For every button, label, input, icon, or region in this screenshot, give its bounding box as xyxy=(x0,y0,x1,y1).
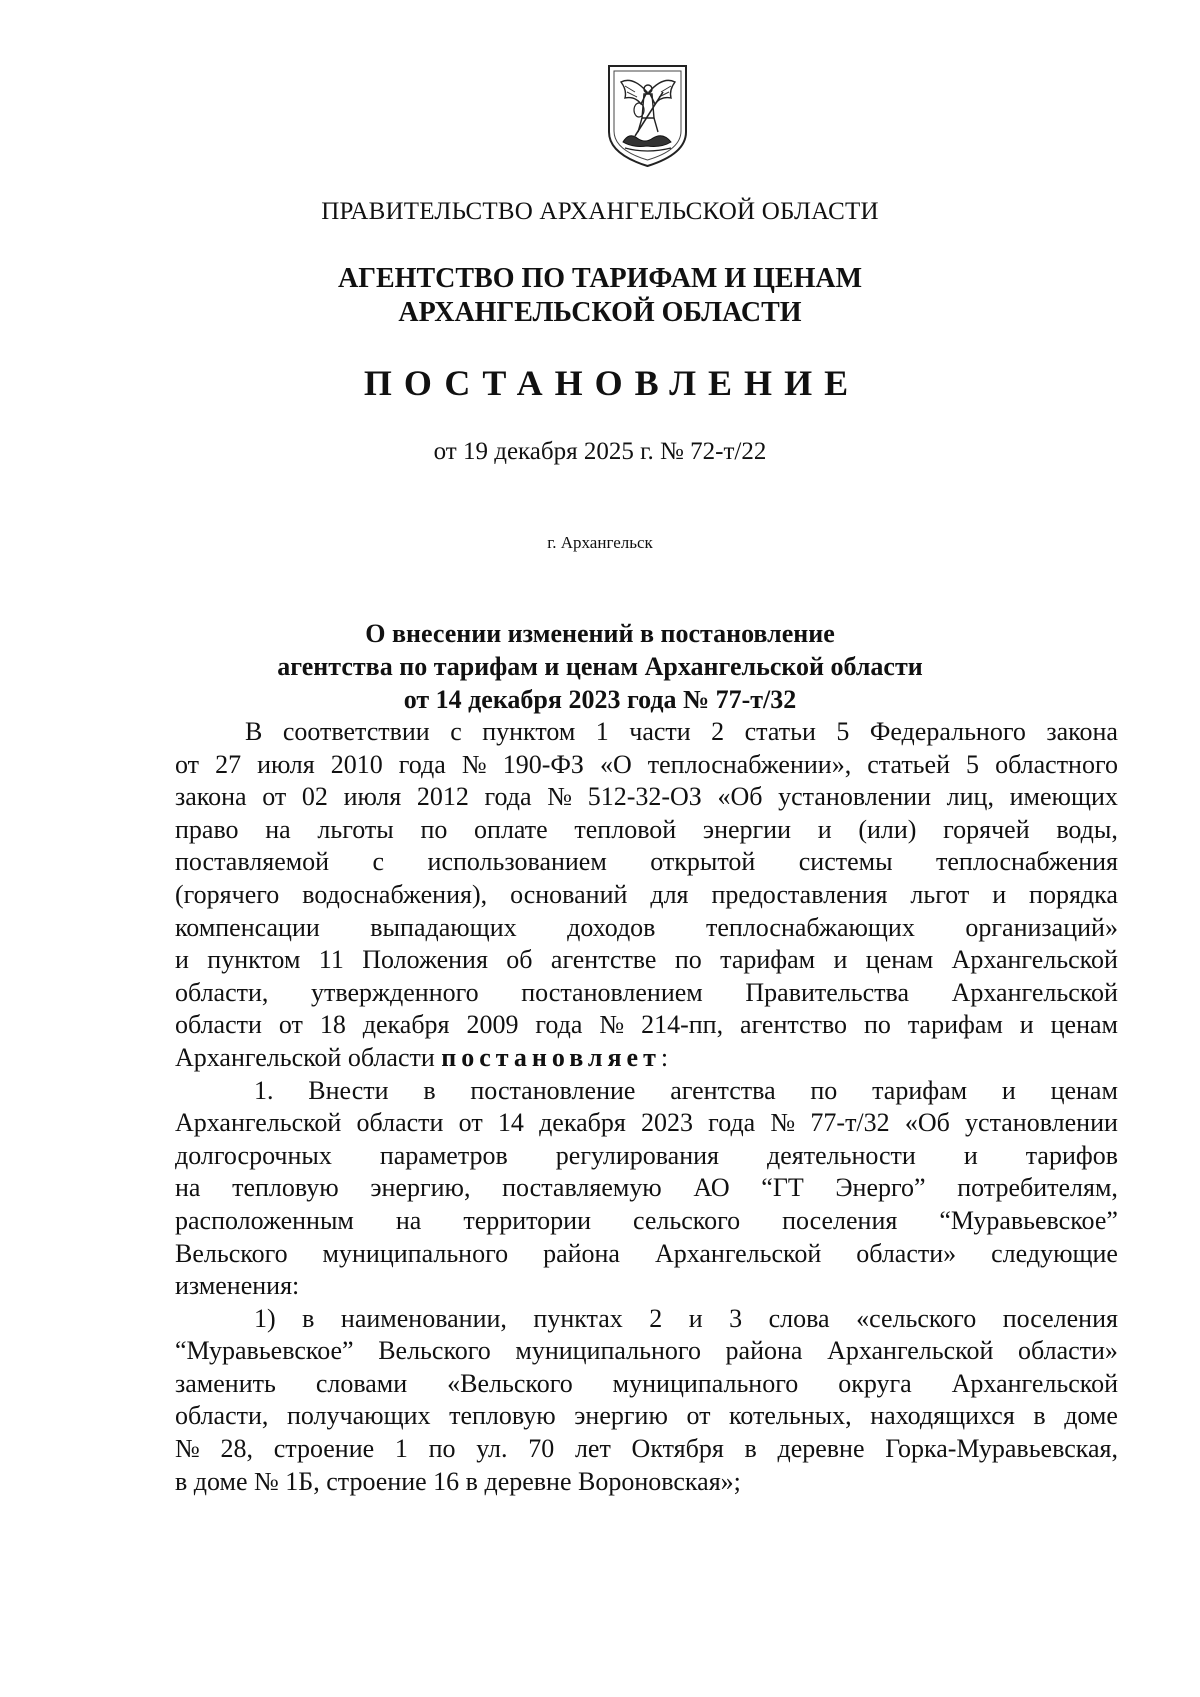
word: Архангельской xyxy=(827,1336,994,1366)
paragraph-line xyxy=(175,781,1118,814)
word: получающих xyxy=(286,1401,431,1431)
word: “ГТ xyxy=(761,1173,804,1203)
word: 2009 xyxy=(466,1010,519,1040)
subitem-line xyxy=(175,1335,1118,1368)
word: в xyxy=(744,1434,757,1464)
word: на xyxy=(395,1205,422,1235)
word: по xyxy=(420,814,448,844)
word: пунктом xyxy=(207,945,301,975)
word: наименовании, xyxy=(340,1303,507,1333)
item-line xyxy=(175,1140,1118,1173)
word: лиц, xyxy=(946,782,994,812)
word: компенсации xyxy=(175,912,320,942)
word: Архангельской xyxy=(654,1238,822,1268)
word: доме xyxy=(1064,1401,1118,1431)
word: 2023 xyxy=(640,1108,693,1138)
word: поставляемой xyxy=(175,847,330,877)
word: слова xyxy=(768,1303,830,1333)
word: с xyxy=(450,717,462,746)
word: утвержденного xyxy=(311,977,479,1007)
paragraph-line xyxy=(175,749,1118,782)
word: с xyxy=(372,847,385,877)
word: тепловую xyxy=(232,1173,339,1203)
word: теплоснабжающих xyxy=(705,912,915,942)
word: теплоснабжения xyxy=(936,847,1118,877)
word: муниципального xyxy=(515,1336,701,1366)
government-name: ПРАВИТЕЛЬСТВО АРХАНГЕЛЬСКОЙ ОБЛАСТИ xyxy=(321,198,879,225)
word: Положения xyxy=(362,945,488,975)
word: тарифам xyxy=(872,1075,968,1105)
word: «Вельского xyxy=(447,1368,573,1398)
word: Горка-Муравьевская, xyxy=(885,1434,1118,1464)
word: и xyxy=(175,945,189,975)
word: выпадающих xyxy=(370,912,517,942)
word: № xyxy=(461,749,487,779)
word: об xyxy=(506,945,533,975)
word: поселения xyxy=(1002,1303,1118,1333)
word: 3 xyxy=(729,1303,743,1333)
agency-name-line2: АРХАНГЕЛЬСКОЙ ОБЛАСТИ xyxy=(398,297,802,328)
word: декабря xyxy=(362,1010,450,1040)
word: “Муравьевское” xyxy=(939,1205,1118,1235)
word: потребителям, xyxy=(957,1173,1118,1203)
word: открытой xyxy=(650,847,756,877)
item-line xyxy=(175,1075,1118,1108)
word: тарифам xyxy=(720,945,816,975)
word: года xyxy=(535,1010,583,1040)
word: “Муравьевское” xyxy=(175,1336,354,1366)
word: системы xyxy=(798,847,893,877)
word: ул. xyxy=(476,1434,508,1464)
coat-of-arms-emblem xyxy=(605,62,690,170)
word: муниципального xyxy=(612,1368,799,1398)
word: 77-т/32 xyxy=(810,1108,890,1138)
word: областного xyxy=(995,749,1118,779)
word: части xyxy=(629,717,691,746)
word: в xyxy=(1033,1401,1046,1431)
paragraph-line xyxy=(175,977,1118,1010)
word: долгосрочных xyxy=(175,1140,332,1170)
word: установлении xyxy=(965,1108,1118,1138)
word: ценам xyxy=(865,945,934,975)
word: 02 xyxy=(301,782,328,812)
word: Октября xyxy=(631,1434,724,1464)
word: года xyxy=(708,1108,756,1138)
word: по xyxy=(810,1075,838,1105)
resolves-word: постановляет xyxy=(441,1042,661,1072)
word: постановлением xyxy=(521,977,703,1007)
word: котельных, xyxy=(729,1401,852,1431)
document-city: г. Архангельск xyxy=(547,533,653,552)
word: 2 xyxy=(711,717,725,746)
word: области, xyxy=(175,1401,269,1431)
preamble-last-text: Архангельской области xyxy=(175,1042,435,1072)
word: деревне xyxy=(777,1434,865,1464)
word: июля xyxy=(257,749,315,779)
resolves-colon: : xyxy=(660,1042,669,1072)
word: Энерго” xyxy=(835,1173,926,1203)
word: 5 xyxy=(836,717,850,746)
word: от xyxy=(458,1108,483,1138)
subitem-line-last: в доме № 1Б, строение 16 в деревне Вороновская»; xyxy=(175,1466,741,1496)
paragraph-line xyxy=(175,814,1118,847)
word: и xyxy=(963,1140,978,1170)
paragraph-line xyxy=(175,912,1118,945)
word: области» xyxy=(856,1238,957,1268)
word: предоставления xyxy=(711,879,888,909)
word: года xyxy=(398,749,446,779)
word: 2 xyxy=(649,1303,663,1333)
word: следующие xyxy=(991,1238,1118,1268)
preamble-paragraph xyxy=(175,716,1118,1498)
word: горячей xyxy=(943,814,1030,844)
subitem-line xyxy=(175,1303,1118,1336)
word: от xyxy=(175,749,200,779)
paragraph-line xyxy=(175,716,1118,749)
word: по xyxy=(674,945,702,975)
word: Архангельской xyxy=(951,977,1118,1007)
word: «О xyxy=(599,749,632,779)
word: на xyxy=(265,814,291,844)
word: право xyxy=(175,814,239,844)
word: оплате xyxy=(474,814,548,844)
subitem-line xyxy=(175,1433,1118,1466)
word: поставляемую xyxy=(502,1173,662,1203)
word: 1 xyxy=(394,1434,408,1464)
subitem-line xyxy=(175,1400,1118,1433)
word: тарифов xyxy=(1025,1140,1118,1170)
word: 1) xyxy=(254,1303,276,1333)
word: использованием xyxy=(427,847,607,877)
word: лет xyxy=(574,1434,611,1464)
word: и xyxy=(833,945,848,975)
document-title-line1: О внесении изменений в постановление xyxy=(365,619,835,648)
word: тепловой xyxy=(574,814,677,844)
word: и xyxy=(817,814,832,844)
word: статьи xyxy=(744,717,816,746)
word: пунктом xyxy=(482,717,576,746)
word: Правительства xyxy=(745,977,909,1007)
item-line xyxy=(175,1172,1118,1205)
document-date-number: от 19 декабря 2025 г. № 72-т/22 xyxy=(433,438,767,465)
word: июля xyxy=(343,782,402,812)
document-title-line2: агентства по тарифам и ценам Архангельской области xyxy=(277,652,923,681)
word: 5 xyxy=(966,749,980,779)
item-line xyxy=(175,1107,1118,1140)
word: области xyxy=(175,1010,262,1040)
document-type: ПОСТАНОВЛЕНИЕ xyxy=(363,363,861,403)
word: 214-пп, xyxy=(641,1010,724,1040)
word: от xyxy=(686,1401,711,1431)
word: 1 xyxy=(595,717,609,746)
word: льготы xyxy=(317,814,394,844)
word: области» xyxy=(1018,1336,1118,1366)
word: № xyxy=(547,782,573,812)
word: В xyxy=(245,717,263,746)
word: тарифам xyxy=(907,1010,1003,1040)
item-line xyxy=(175,1205,1118,1238)
word: организаций» xyxy=(965,912,1118,942)
word: теплоснабжении», xyxy=(647,749,852,779)
paragraph-line xyxy=(175,1009,1118,1042)
word: энергии xyxy=(702,814,792,844)
document-title-line3: от 14 декабря 2023 года № 77-т/32 xyxy=(403,685,797,714)
word: для xyxy=(650,879,689,909)
word: области xyxy=(356,1108,444,1138)
word: закона xyxy=(175,782,247,812)
word: Архангельской xyxy=(951,945,1118,975)
word: 18 xyxy=(319,1010,346,1040)
word: «Об xyxy=(717,782,763,812)
word: энергию, xyxy=(370,1173,471,1203)
item-line-last: изменения: xyxy=(175,1271,300,1301)
word: района xyxy=(543,1238,620,1268)
word: и xyxy=(688,1303,703,1333)
word: соответствии xyxy=(282,717,430,746)
word: АО xyxy=(693,1173,730,1203)
word: водоснабжения), xyxy=(302,879,488,909)
word: доходов xyxy=(567,912,656,942)
word: имеющих xyxy=(1009,782,1118,812)
word: порядка xyxy=(1029,879,1118,909)
paragraph-line xyxy=(175,944,1118,977)
word: сельского xyxy=(632,1205,741,1235)
word: энергию xyxy=(574,1401,668,1431)
word: муниципального xyxy=(322,1238,509,1268)
word: льгот xyxy=(910,879,970,909)
word: и xyxy=(992,879,1007,909)
word: расположенным xyxy=(175,1205,354,1235)
word: 28, xyxy=(220,1434,254,1464)
word: строение xyxy=(273,1434,375,1464)
word: деятельности xyxy=(766,1140,916,1170)
word: параметров xyxy=(379,1140,508,1170)
word: словами xyxy=(315,1368,408,1398)
word: 27 xyxy=(215,749,242,779)
word: и xyxy=(1019,1010,1034,1040)
word: № xyxy=(175,1434,200,1464)
word: № xyxy=(770,1108,796,1138)
word: 14 xyxy=(497,1108,524,1138)
paragraph-line xyxy=(175,879,1118,912)
word: по xyxy=(428,1434,456,1464)
word: Федерального xyxy=(869,717,1026,746)
word: области, xyxy=(175,977,269,1007)
word: декабря xyxy=(539,1108,626,1138)
paragraph-line xyxy=(175,846,1118,879)
word: агентстве xyxy=(550,945,657,975)
item-line xyxy=(175,1238,1118,1271)
word: агентство xyxy=(740,1010,848,1040)
word: № xyxy=(599,1010,625,1040)
word: от xyxy=(262,782,287,812)
word: находящихся xyxy=(870,1401,1015,1431)
word: ценам xyxy=(1050,1075,1118,1105)
word: агентства xyxy=(670,1075,776,1105)
paragraph-line-last xyxy=(175,1042,1118,1075)
word: заменить xyxy=(175,1368,276,1398)
word: (или) xyxy=(858,814,917,844)
word: тепловую xyxy=(449,1401,556,1431)
word: Вельского xyxy=(175,1238,288,1268)
word: (горячего xyxy=(175,879,280,909)
word: Вельского xyxy=(378,1336,491,1366)
word: оснований xyxy=(510,879,628,909)
word: 512-32-ОЗ xyxy=(587,782,702,812)
word: ценам xyxy=(1050,1010,1118,1040)
word: округа xyxy=(838,1368,912,1398)
word: в xyxy=(302,1303,315,1333)
word: поселения xyxy=(782,1205,898,1235)
word: 11 xyxy=(318,945,344,975)
word: на xyxy=(175,1173,201,1203)
word: пунктах xyxy=(533,1303,623,1333)
agency-name-line1: АГЕНТСТВО ПО ТАРИФАМ И ЦЕНАМ xyxy=(337,263,863,294)
word: Внести xyxy=(308,1075,389,1105)
word: от xyxy=(278,1010,303,1040)
word: «сельского xyxy=(856,1303,977,1333)
word: воды, xyxy=(1056,814,1118,844)
subitem-line xyxy=(175,1368,1118,1401)
word: территории xyxy=(463,1205,591,1235)
word: и xyxy=(1001,1075,1016,1105)
word: 1. xyxy=(254,1075,274,1105)
word: постановление xyxy=(470,1075,636,1105)
word: 2010 xyxy=(330,749,383,779)
word: 70 xyxy=(528,1434,555,1464)
word: регулирования xyxy=(555,1140,719,1170)
word: статьей xyxy=(867,749,950,779)
word: «Об xyxy=(904,1108,950,1138)
word: по xyxy=(863,1010,891,1040)
word: Архангельской xyxy=(175,1108,342,1138)
word: установлении xyxy=(778,782,932,812)
word: 2012 xyxy=(416,782,469,812)
word: в xyxy=(423,1075,436,1105)
word: 190-ФЗ xyxy=(502,749,584,779)
word: района xyxy=(725,1336,803,1366)
word: года xyxy=(484,782,532,812)
word: закона xyxy=(1046,717,1118,746)
word: Архангельской xyxy=(951,1368,1118,1398)
